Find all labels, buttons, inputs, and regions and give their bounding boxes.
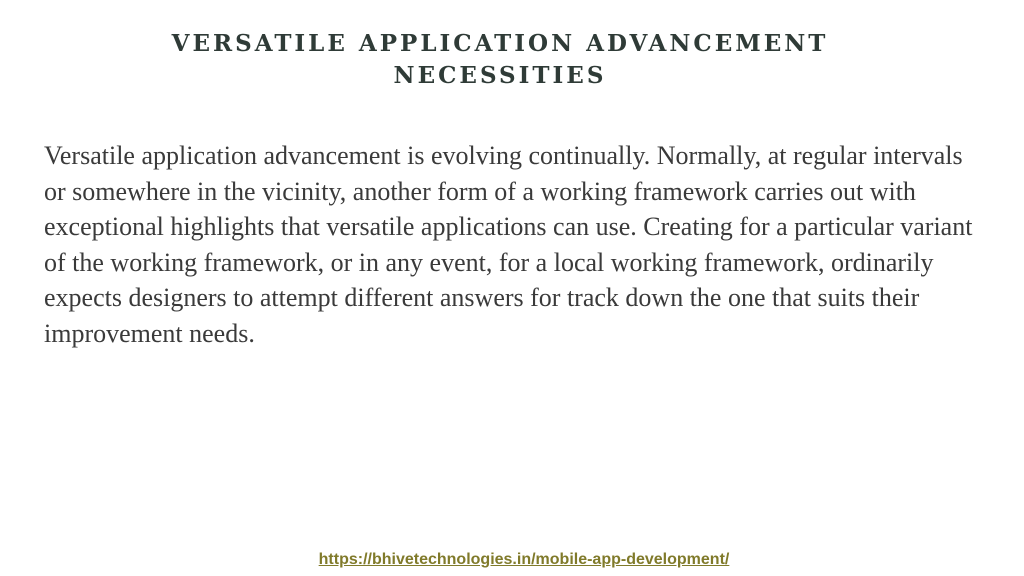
slide-body-text: Versatile application advancement is evolving continually. Normally, at regular intervals or somewhere in the vicinity, another form of a working framework carries out with exceptional highlights that versatile applications can use. Creating for a particular variant of the working framework, or in any event, for a local working framework, ordinarily expects designers to attempt different answers for track down the one that suits their improvement needs.: [44, 141, 973, 348]
slide-title: VERSATILE APPLICATION ADVANCEMENT NECESSITIES: [171, 30, 829, 89]
website-link[interactable]: https://bhivetechnologies.in/mobile-app-development/: [318, 551, 730, 568]
